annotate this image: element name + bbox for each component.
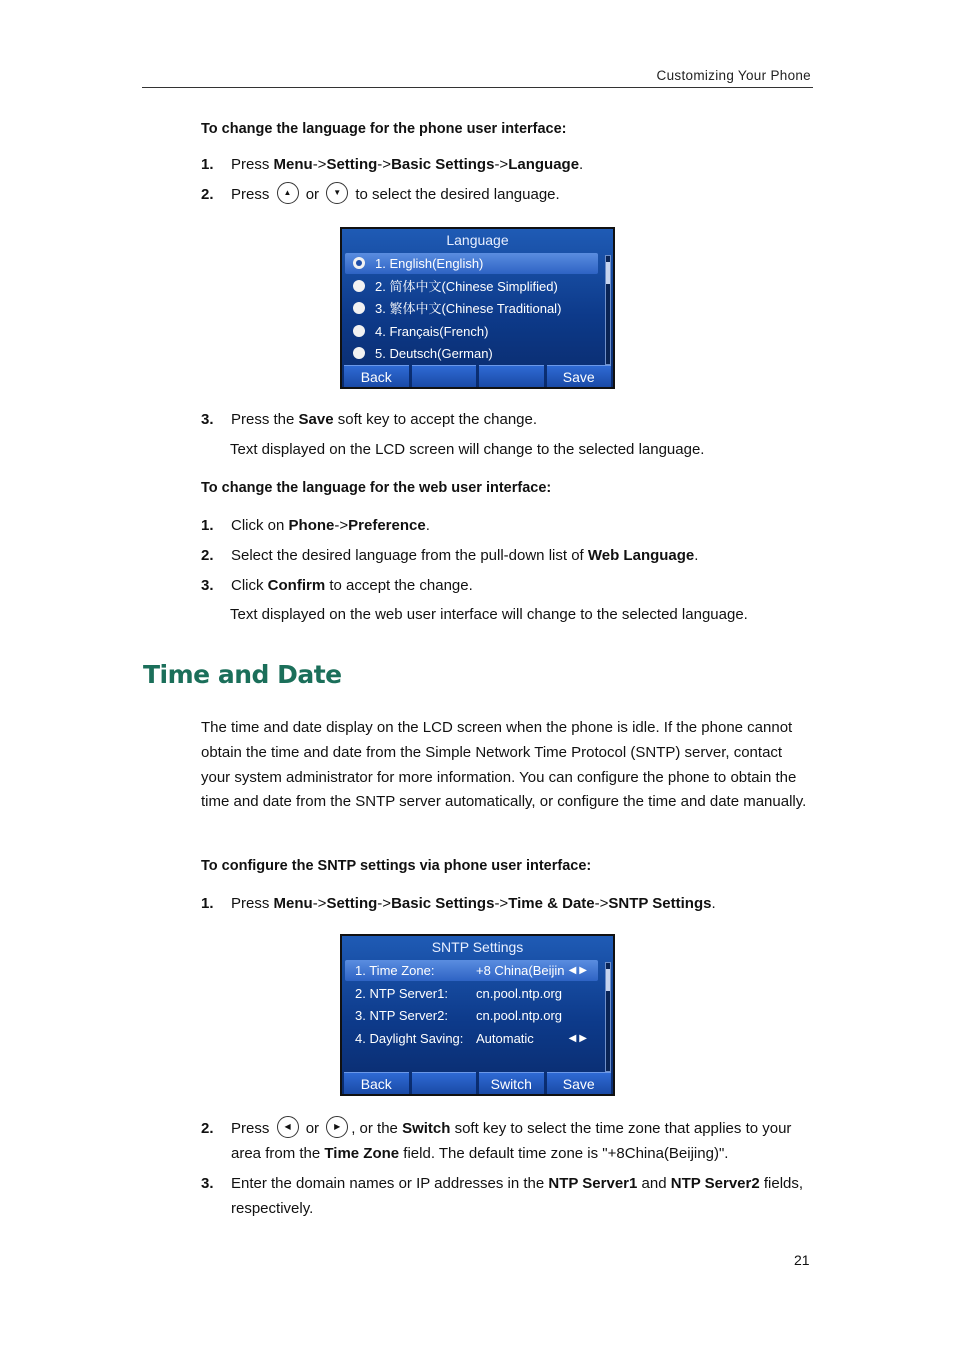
lcd-setting-row [345, 983, 598, 1004]
lcd-setting-label: 1. Time Zone: [355, 963, 435, 978]
lcd-setting-value: cn.pool.ntp.org [476, 1008, 563, 1023]
lcd-scrollbar [605, 255, 611, 365]
step-text: Press [231, 1120, 270, 1137]
step-text: fields, respectively. [231, 1175, 804, 1217]
lcd-setting-label: 3. NTP Server2: [355, 1008, 448, 1023]
running-header: Customizing Your Phone [656, 68, 811, 83]
step-text: soft key to accept the change. [333, 411, 538, 428]
arrow: -> [312, 895, 327, 912]
step-number: 1. [201, 517, 214, 534]
key-basic-settings: Basic Settings [391, 895, 495, 912]
key-time-date: Time & Date [508, 895, 595, 912]
step-text: Click [231, 577, 268, 594]
step-text: or [305, 186, 320, 203]
lcd-softkey-bar [342, 1072, 613, 1094]
field-ntp-server2: NTP Server2 [670, 1175, 760, 1192]
lcd-scrollbar [605, 962, 611, 1072]
step-text: . [711, 895, 716, 912]
step-number: 1. [201, 895, 214, 912]
field-time-zone: Time Zone [324, 1144, 400, 1162]
lcd-list-item [345, 276, 598, 297]
heading-phone-language: To change the language for the phone user interface: [201, 121, 567, 137]
section-title: Time and Date [143, 660, 342, 689]
step-number: 3. [201, 577, 214, 594]
body-paragraph: The time and date display on the LCD screen when the phone is idle. If the phone cannot obtain the time and date from the Simple Network Time Protocol (SNTP) server, contact your system administrator for more information. You can configure the phone to obtain the time and date from the SNTP server automatically, or configure the time and date manually. [201, 719, 807, 811]
key-setting: Setting [326, 156, 378, 173]
step-text: , or the [351, 1120, 403, 1137]
step-2-web-language [201, 544, 813, 569]
lcd-setting-value: cn.pool.ntp.org [476, 986, 563, 1001]
step-text: Press [231, 186, 270, 203]
lcd-setting-label: 4. Daylight Saving: [355, 1031, 464, 1046]
softkey-blank [479, 365, 544, 387]
step-text: . [694, 547, 699, 564]
step-3-phone-language [201, 408, 813, 433]
arrow: -> [312, 156, 327, 173]
step-text: . [425, 517, 430, 534]
lcd-list-item [345, 253, 598, 274]
softkey-switch: Switch [479, 1072, 544, 1094]
key-language: Language [508, 156, 580, 173]
radio-icon [353, 280, 365, 292]
left-key-icon: ◀ [277, 1116, 299, 1138]
lcd-sntp-screen [340, 934, 615, 1096]
step-1-sntp [201, 892, 813, 917]
key-switch: Switch [402, 1120, 451, 1137]
key-setting: Setting [326, 895, 378, 912]
lcd-setting-label: 2. NTP Server1: [355, 986, 448, 1001]
step-text: Click on [231, 517, 289, 534]
step-text: field. The default time zone is "+8China(Beijing)". [399, 1144, 729, 1162]
step-number: 3. [201, 1175, 214, 1192]
step-note: Text displayed on the web user interface will change to the selected language. [230, 606, 748, 623]
step-3-web-language [201, 574, 813, 599]
step-text: Press [231, 156, 274, 173]
key-confirm: Confirm [267, 577, 326, 594]
step-text: Select the desired language from the pull-down list of [231, 547, 588, 564]
lcd-item-label: 4. Français(French) [375, 324, 489, 339]
arrow: -> [494, 895, 509, 912]
radio-icon [353, 347, 365, 359]
step-text: Press [231, 895, 274, 912]
step-text: and [637, 1175, 671, 1192]
lcd-setting-row [345, 1005, 598, 1026]
step-text: soft key to select the time zone that applies to your area from the [231, 1120, 792, 1162]
key-basic-settings: Basic Settings [391, 156, 495, 173]
step-number: 2. [201, 186, 214, 203]
lcd-language-screen [340, 227, 615, 389]
arrow: -> [494, 156, 509, 173]
step-number: 1. [201, 156, 214, 173]
step-3-sntp [201, 1172, 813, 1221]
right-key-icon: ▶ [326, 1116, 348, 1138]
heading-web-language: To change the language for the web user interface: [201, 480, 552, 496]
lcd-setting-value: +8 China(Beijin [476, 963, 565, 978]
lcd-title: Language [446, 232, 509, 248]
field-ntp-server1: NTP Server1 [548, 1175, 638, 1192]
step-text: or [305, 1120, 320, 1137]
key-sntp-settings: SNTP Settings [608, 895, 712, 912]
softkey-save: Save [547, 1072, 612, 1094]
up-key-icon: ▲ [277, 182, 299, 204]
step-text: Press the [231, 411, 299, 428]
radio-icon [353, 325, 365, 337]
key-web-language: Web Language [587, 547, 695, 564]
heading-sntp: To configure the SNTP settings via phone user interface: [201, 858, 592, 874]
key-menu: Menu [273, 156, 313, 173]
key-save: Save [298, 411, 334, 428]
lcd-setting-row [345, 1028, 598, 1049]
radio-selected-icon [353, 257, 365, 269]
key-menu: Menu [273, 895, 313, 912]
step-number: 2. [201, 1120, 214, 1137]
lcd-list-item [345, 343, 598, 364]
step-2-sntp [201, 1117, 813, 1166]
step-text: Enter the domain names or IP addresses in the [231, 1175, 549, 1192]
lcd-item-label: 2. 简体中文(Chinese Simplified) [375, 279, 558, 294]
lcd-setting-row [345, 960, 598, 981]
arrow: -> [594, 895, 609, 912]
step-number: 3. [201, 411, 214, 428]
left-right-arrows-icon: ◀▶ [568, 965, 590, 976]
softkey-back: Back [344, 1072, 409, 1094]
radio-icon [353, 302, 365, 314]
lcd-title: SNTP Settings [431, 939, 524, 955]
lcd-item-label: 3. 繁体中文(Chinese Traditional) [375, 301, 562, 316]
softkey-back: Back [344, 365, 409, 387]
step-1-web-language [201, 514, 813, 539]
lcd-item-label: 5. Deutsch(German) [375, 346, 493, 361]
lcd-list-item [345, 298, 598, 319]
key-preference: Preference [348, 517, 426, 534]
arrow: -> [334, 517, 349, 534]
step-text: to select the desired language. [355, 186, 560, 203]
down-key-icon: ▼ [326, 182, 348, 204]
step-text: to accept the change. [325, 577, 473, 594]
lcd-item-label: 1. English(English) [375, 256, 484, 271]
step-number: 2. [201, 547, 214, 564]
softkey-blank [412, 1072, 477, 1094]
softkey-save: Save [547, 365, 612, 387]
step-2-phone-language [201, 183, 813, 208]
lcd-setting-value: Automatic [476, 1031, 534, 1046]
key-phone: Phone [288, 517, 335, 534]
softkey-blank [412, 365, 477, 387]
header-divider [142, 87, 813, 88]
arrow: -> [377, 156, 392, 173]
lcd-list-item [345, 321, 598, 342]
step-text: . [579, 156, 584, 173]
page-number: 21 [794, 1252, 810, 1268]
step-note: Text displayed on the LCD screen will change to the selected language. [230, 441, 705, 458]
step-1-phone-language [201, 153, 813, 178]
arrow: -> [377, 895, 392, 912]
left-right-arrows-icon: ◀▶ [568, 1033, 590, 1044]
lcd-softkey-bar [342, 365, 613, 387]
